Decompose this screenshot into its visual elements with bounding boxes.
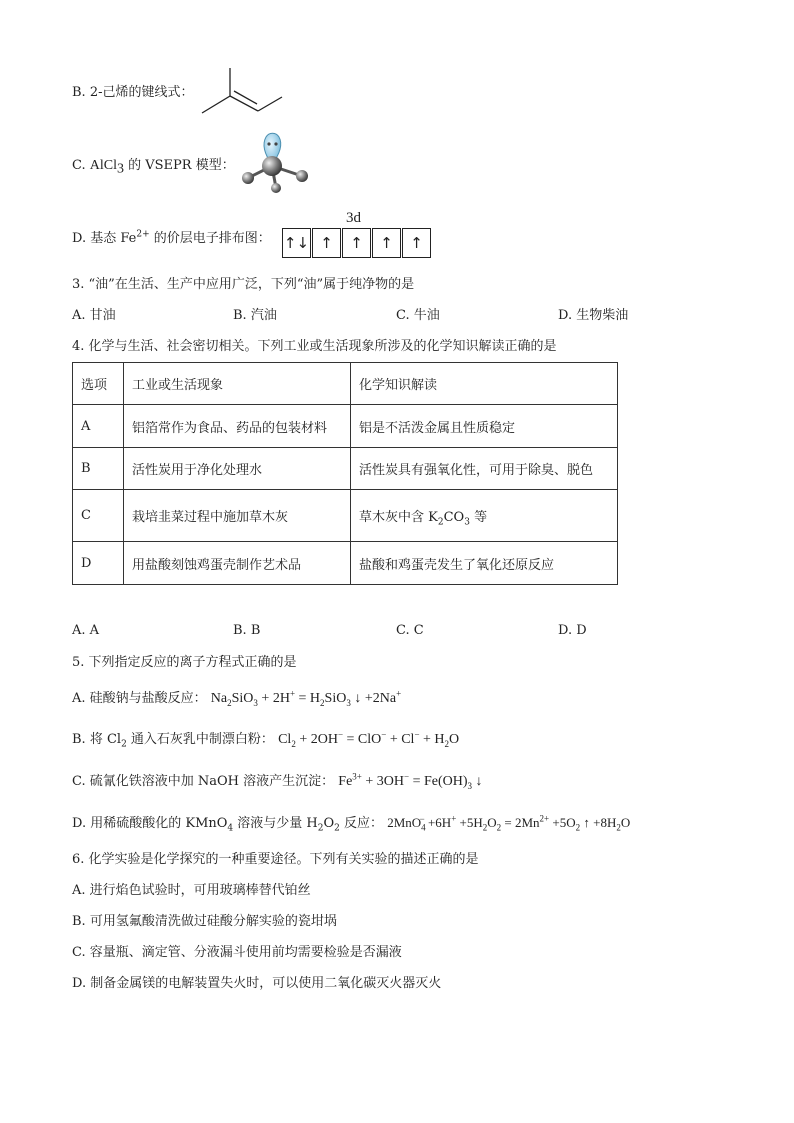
- option-3d: D. 生物柴油: [558, 308, 629, 323]
- row-option: D: [73, 542, 124, 585]
- option-5b-suffix: 通入石灰乳中制漂白粉：: [126, 732, 274, 747]
- k-subscript: 2: [437, 517, 444, 528]
- table-row: [73, 448, 618, 490]
- header-phenomenon: 工业或生活现象: [124, 363, 351, 405]
- equation-5a: $Na_2SiO_3 + 2H^+ = H_2SiO_3$ ↓ +2Na+: [210, 688, 402, 708]
- option-2d-suffix: 的价层电子排布图：: [149, 231, 271, 246]
- table-row: [73, 490, 618, 542]
- orbital-box-1: ↑↓: [282, 228, 311, 258]
- option-3c: C. 牛油: [396, 308, 440, 323]
- phenomena-table: [72, 362, 618, 585]
- table-header-row: [73, 363, 618, 405]
- co3-subscript: 3: [464, 517, 470, 528]
- table-row: [73, 542, 618, 585]
- header-explanation: 化学知识解读: [351, 363, 618, 405]
- option-2d-label: D. 基态 Fe: [72, 231, 137, 246]
- question-6-stem: 6. 化学实验是化学探究的一种重要途径。下列有关实验的描述正确的是: [72, 852, 479, 867]
- option-3a: A. 甘油: [72, 308, 116, 323]
- orbital-box-5: ↑: [402, 228, 431, 258]
- option-6b: B. 可用氢氟酸清洗做过硅酸分解实验的瓷坩埚: [72, 914, 337, 929]
- option-5d-o: O: [323, 816, 335, 831]
- option-5c-label: C. 硫氰化铁溶液中加 NaOH 溶液产生沉淀：: [72, 774, 335, 789]
- hexene-skeletal-formula: [198, 66, 284, 116]
- orbital-box-4: ↑: [372, 228, 401, 258]
- option-4d: D. D: [558, 623, 587, 638]
- row-phenomenon: 活性炭用于净化处理水: [124, 448, 351, 490]
- option-6c: C. 容量瓶、滴定管、分液漏斗使用前均需要检验是否漏液: [72, 945, 402, 960]
- alcl3-formula: AlCl: [89, 158, 117, 173]
- k2co3-text: 草木灰中含 K: [359, 510, 438, 525]
- row-option: B: [73, 448, 124, 490]
- h2o2-subscript-2: 2: [334, 823, 340, 834]
- row-explanation: 盐酸和鸡蛋壳发生了氧化还原反应: [351, 542, 618, 585]
- option-4a: A. A: [72, 623, 100, 638]
- option-2b-text: B. 2-己烯的键线式：: [72, 85, 194, 100]
- table-row: [73, 405, 618, 448]
- option-5d: [72, 814, 630, 833]
- cl2-subscript: 2: [121, 739, 127, 750]
- header-option: 选项: [73, 363, 124, 405]
- vsepr-model-image: [236, 128, 316, 194]
- kmno4-subscript: 4: [227, 823, 234, 834]
- row-explanation: [351, 490, 618, 542]
- question-4-stem: 4. 化学与生活、社会密切相关。下列工业或生活现象所涉及的化学知识解读正确的是: [72, 339, 557, 354]
- orbital-label: 3d: [346, 210, 361, 226]
- row-phenomenon: 铝箔常作为食品、药品的包装材料: [124, 405, 351, 448]
- option-2c: [72, 157, 235, 175]
- row-option: C: [73, 490, 124, 542]
- co-text: CO: [443, 510, 465, 525]
- option-2c-suffix: 的 VSEPR 模型：: [123, 158, 235, 173]
- orbital-box-2: ↑: [312, 228, 341, 258]
- option-6a: A. 进行焰色试验时，可用玻璃棒替代铂丝: [72, 883, 311, 898]
- option-4c: C. C: [396, 623, 424, 638]
- orbital-box-3: ↑: [342, 228, 371, 258]
- k2co3-suffix: 等: [469, 510, 488, 525]
- option-3b: B. 汽油: [233, 308, 277, 323]
- option-2c-label: C.: [72, 158, 90, 173]
- option-5d-mid: 溶液与少量 H: [233, 816, 318, 831]
- option-5d-label: D. 用稀硫酸酸化的 KMnO: [72, 816, 228, 831]
- question-5-stem: 5. 下列指定反应的离子方程式正确的是: [72, 655, 297, 670]
- option-6d: D. 制备金属镁的电解装置失火时，可以使用二氧化碳灭火器灭火: [72, 976, 442, 991]
- row-explanation: 铝是不活泼金属且性质稳定: [351, 405, 618, 448]
- equation-5d: $2MnO_4^- +6H^+ +5H_2O_2 = 2Mn^{2+} +5O_2$ ↑ $+8H_2O$: [387, 813, 631, 833]
- h2o2-subscript-1: 2: [317, 823, 324, 834]
- row-phenomenon: 栽培韭菜过程中施加草木灰: [124, 490, 351, 542]
- question-3-stem: 3. “油”在生活、生产中应用广泛，下列“油”属于纯净物的是: [72, 277, 415, 292]
- option-5b-label: B. 将 Cl: [72, 732, 122, 747]
- option-5c: [72, 773, 483, 791]
- row-phenomenon: 用盐酸刻蚀鸡蛋壳制作艺术品: [124, 542, 351, 585]
- row-explanation: 活性炭具有强氧化性，可用于除臭、脱色: [351, 448, 618, 490]
- row-option: A: [73, 405, 124, 448]
- equation-5b: $Cl_2 + 2OH^- = ClO^- + Cl^- + H_2O$: [278, 729, 460, 749]
- option-5d-suffix: 反应：: [339, 816, 384, 831]
- fe-charge: 2+: [136, 229, 150, 240]
- equation-5c: $Fe^{3+} + 3OH^- = Fe(OH)_3$ ↓: [338, 771, 483, 791]
- option-4b: B. B: [233, 623, 261, 638]
- option-5a: [72, 690, 401, 708]
- option-2d: [72, 230, 271, 248]
- alcl3-subscript: 3: [116, 161, 124, 177]
- option-2b: [72, 84, 193, 102]
- option-5a-label: A. 硅酸钠与盐酸反应：: [72, 691, 207, 706]
- option-5b: [72, 731, 459, 749]
